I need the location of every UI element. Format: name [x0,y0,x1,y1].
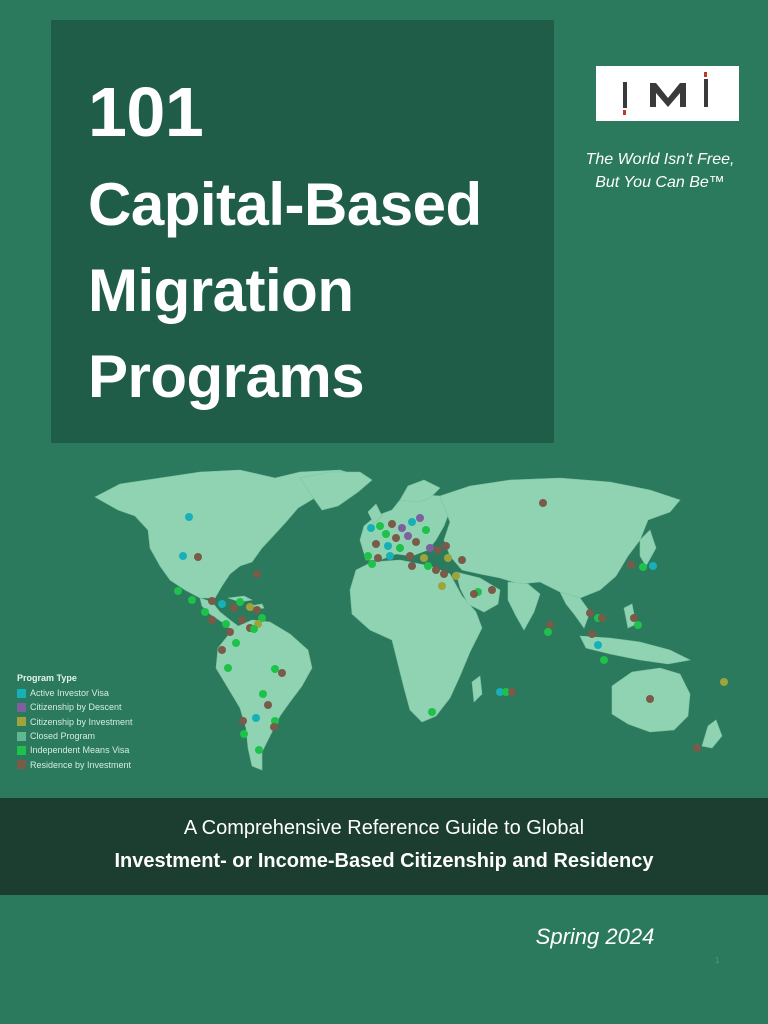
legend-label: Closed Program [30,731,96,742]
program-marker [252,714,260,722]
program-marker [224,664,232,672]
program-marker [382,530,390,538]
program-marker [458,556,466,564]
program-marker [432,566,440,574]
program-marker [238,616,246,624]
program-marker [546,621,554,629]
program-marker [630,614,638,622]
subtitle-band [0,798,768,895]
program-marker [627,561,635,569]
program-marker [384,542,392,550]
program-marker [208,597,216,605]
legend-swatch [17,689,26,698]
program-marker [201,608,209,616]
title-box [51,20,554,443]
program-marker [539,499,547,507]
program-marker [470,590,478,598]
program-marker [250,625,258,633]
greenland [300,472,372,510]
legend-item-active-investor-visa [17,686,133,700]
program-marker [412,538,420,546]
legend-item-citizenship-by-descent [17,700,133,714]
program-marker [367,524,375,532]
logo-m-glyph [648,83,688,107]
legend-swatch [17,717,26,726]
legend-title: Program Type [17,673,77,683]
program-marker [194,553,202,561]
program-marker [508,688,516,696]
program-marker [720,678,728,686]
legend-swatch [17,732,26,741]
program-marker [179,552,187,560]
imi-logo [596,66,739,121]
southeast-asia [560,592,590,628]
subtitle-line-1: A Comprehensive Reference Guide to Global [183,817,585,839]
indonesia [580,636,690,664]
program-marker [278,669,286,677]
legend-swatch [17,760,26,769]
program-marker [232,639,240,647]
program-marker [649,562,657,570]
title-number: 101 [88,73,204,151]
program-marker [452,572,460,580]
program-marker [246,603,254,611]
program-marker [239,717,247,725]
program-marker [218,646,226,654]
program-marker [634,621,642,629]
program-marker [253,570,261,578]
program-marker [376,522,384,530]
tagline-line-2: But You Can Be™ [595,174,725,191]
program-marker [398,524,406,532]
program-marker [428,708,436,716]
program-marker [646,695,654,703]
page-number: 1 [715,956,720,965]
japan [640,530,656,566]
program-marker [271,665,279,673]
legend-item-closed-program [17,729,133,743]
program-marker [364,552,372,560]
india [508,582,540,630]
program-marker [185,513,193,521]
legend-swatch [17,703,26,712]
edition-date: Spring 2024 [535,924,655,949]
program-marker [693,744,701,752]
legend-label: Citizenship by Investment [30,716,133,727]
program-marker [444,554,452,562]
legend-item-residence-by-investment [17,757,133,771]
legend-item-independent-means-visa [17,743,133,757]
program-marker [240,730,248,738]
program-marker [226,628,234,636]
program-marker [422,526,430,534]
program-marker [208,616,216,624]
program-marker [255,746,263,754]
program-marker [488,586,496,594]
legend-label: Independent Means Visa [30,745,130,756]
program-marker [236,598,244,606]
title-line-3: Programs [88,343,365,410]
program-marker [408,562,416,570]
program-marker [544,628,552,636]
map-legend [17,673,133,772]
program-marker [368,560,376,568]
program-marker [438,582,446,590]
program-marker [416,514,424,522]
program-marker [388,520,396,528]
title-line-1: Capital-Based [88,171,482,238]
program-marker [386,552,394,560]
program-marker [426,544,434,552]
program-marker [174,587,182,595]
program-marker [230,604,238,612]
legend-label: Residence by Investment [30,759,132,770]
new-zealand [702,720,722,748]
program-marker [424,562,432,570]
program-marker [434,546,442,554]
subtitle-line-2: Investment- or Income-Based Citizenship and Residency [114,850,654,872]
program-marker [639,563,647,571]
program-marker [222,620,230,628]
program-marker [396,544,404,552]
program-marker [420,554,428,562]
program-marker [264,701,272,709]
program-marker [600,656,608,664]
brand-tagline [560,148,760,194]
program-marker [259,690,267,698]
program-marker [588,630,596,638]
program-marker [374,554,382,562]
legend-swatch [17,746,26,755]
program-marker [406,552,414,560]
program-marker [442,542,450,550]
program-marker [188,596,196,604]
program-marker [404,532,412,540]
program-marker [392,534,400,542]
legend-label: Citizenship by Descent [30,702,122,713]
program-marker [598,614,606,622]
program-marker [594,641,602,649]
program-marker [440,570,448,578]
title-line-2: Migration [88,257,354,324]
program-marker [253,606,261,614]
program-marker [408,518,416,526]
tagline-line-1: The World Isn't Free, [585,151,735,168]
madagascar [472,676,482,702]
program-marker [586,609,594,617]
program-marker [372,540,380,548]
program-marker [218,600,226,608]
program-marker [270,723,278,731]
legend-item-citizenship-by-investment [17,715,133,729]
legend-label: Active Investor Visa [30,688,109,699]
